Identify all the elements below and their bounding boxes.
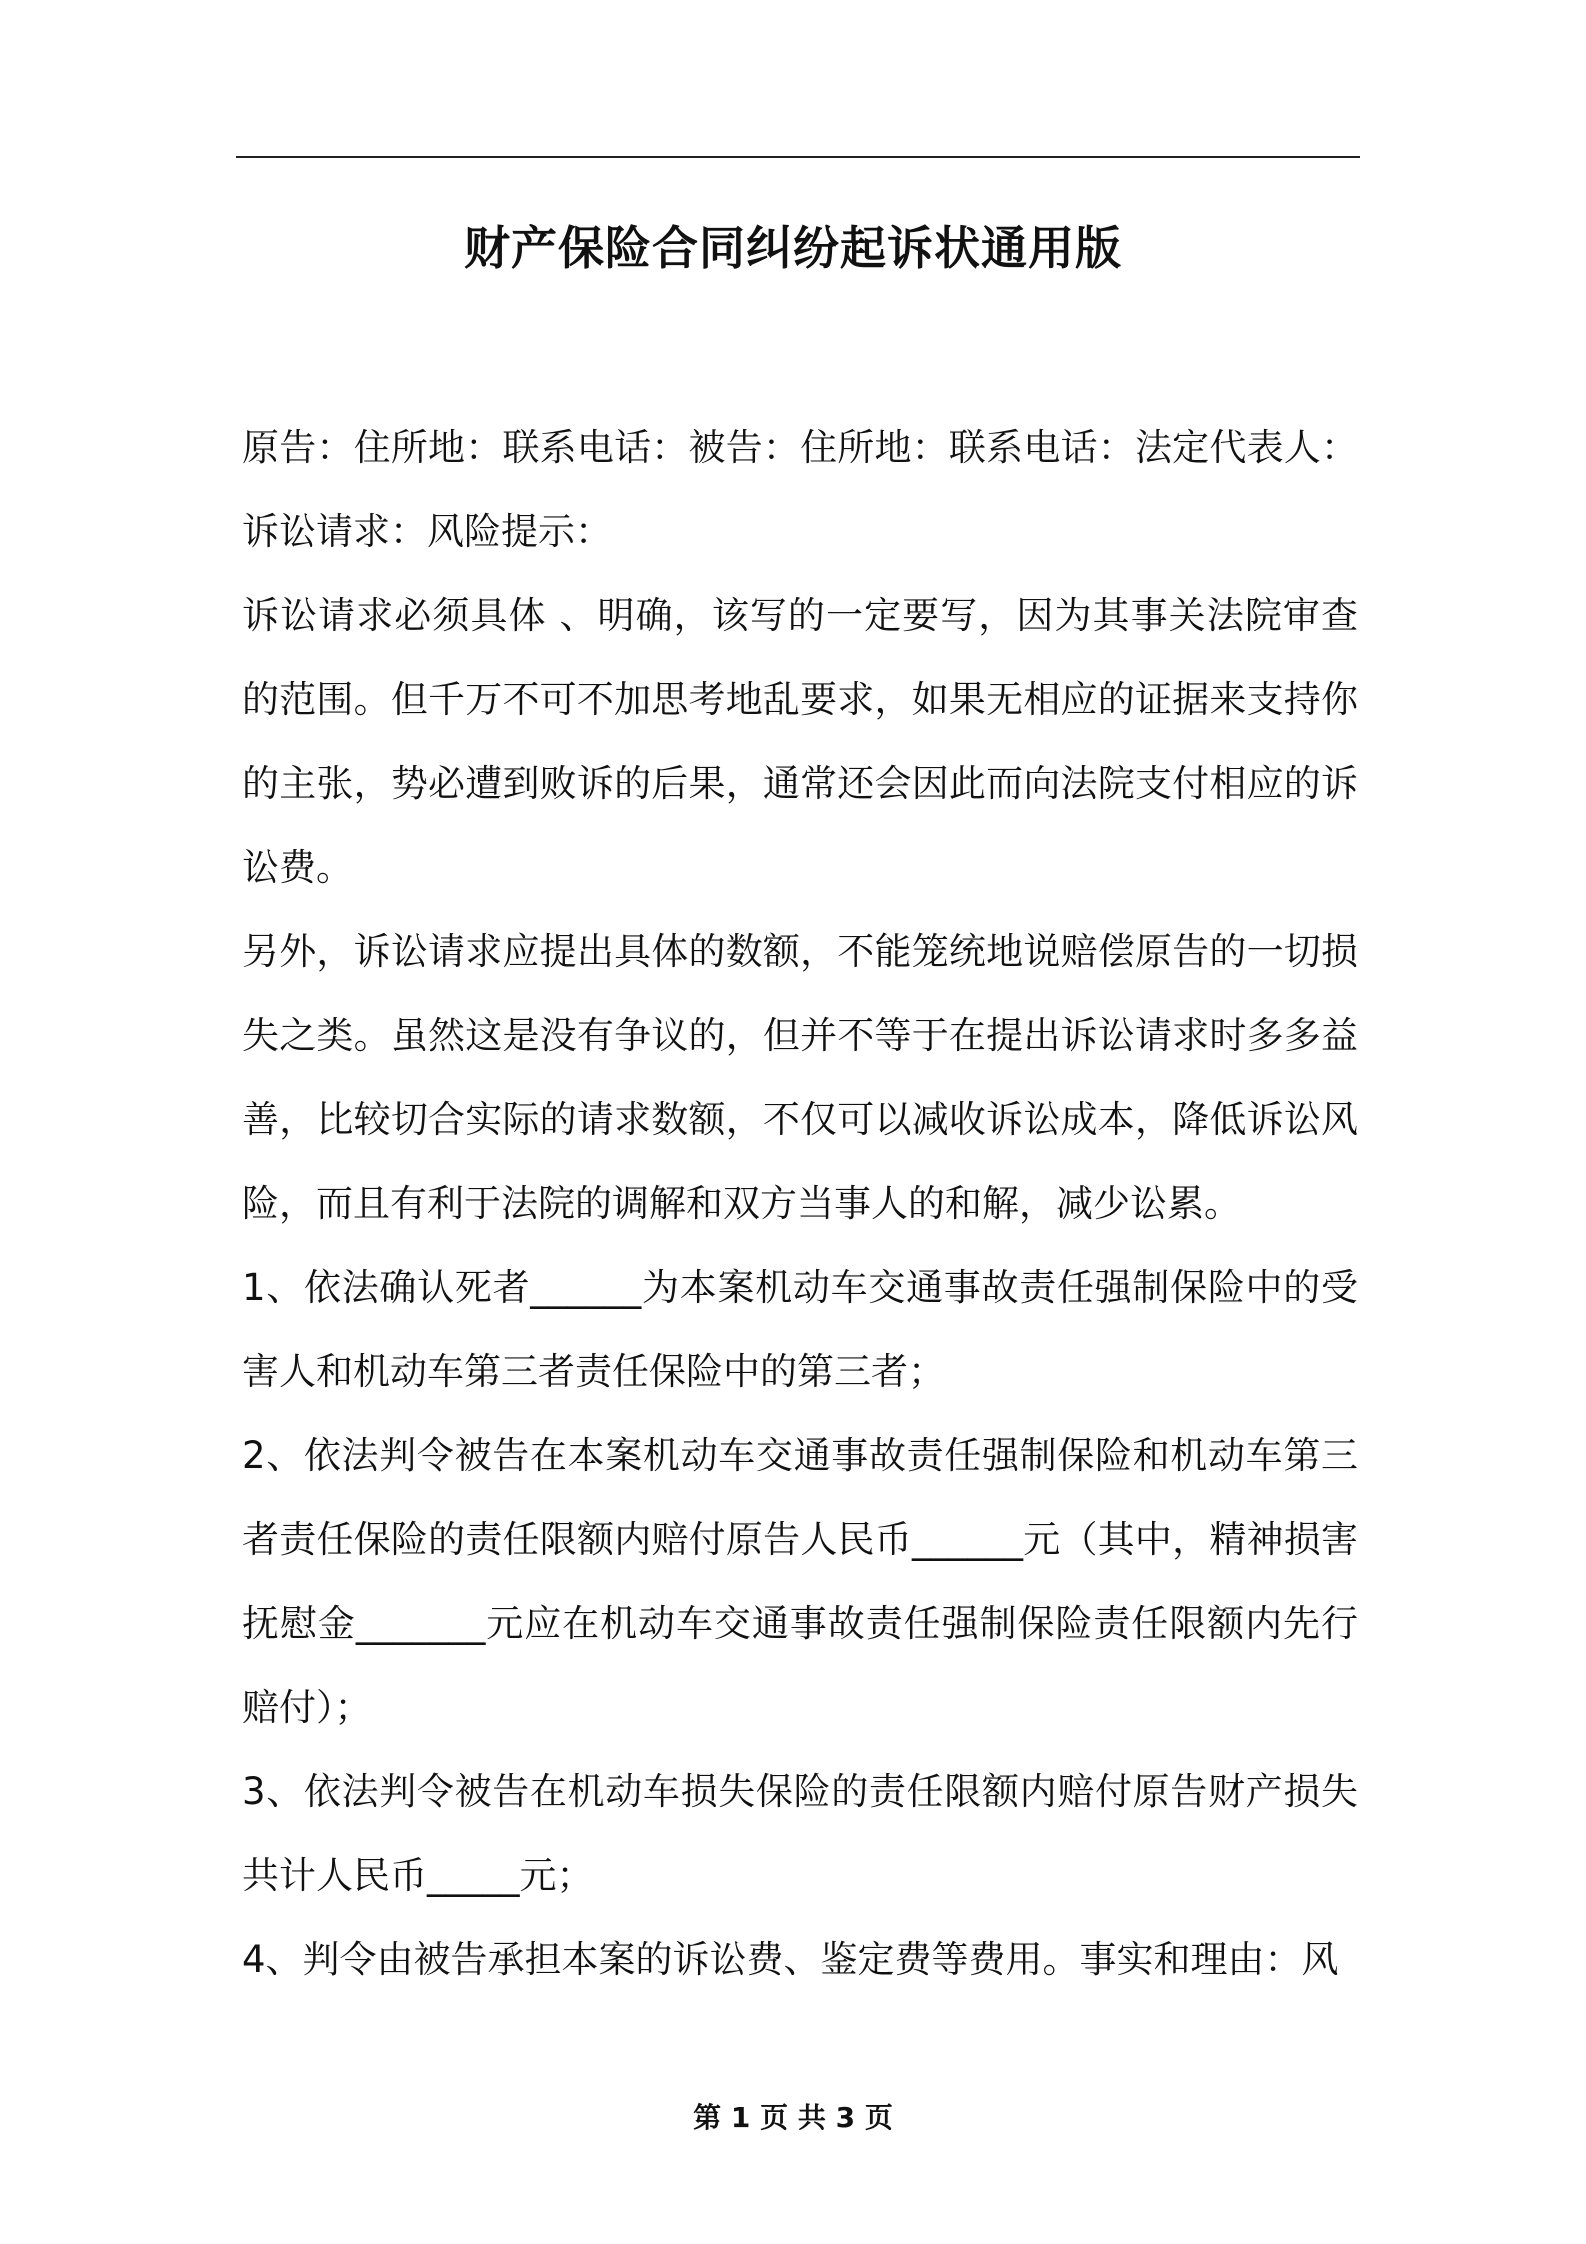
paragraph-risk-note-1: 诉讼请求必须具体 、明确，该写的一定要写，因为其事关法院审查的范围。但千万不可不加思考地乱要求，如果无相应的证据来支持你的主张，势必遭到败诉的后果，通常还会因此而向法院支付相应的诉讼费。 — [242, 594, 1358, 889]
document-body — [242, 406, 1358, 2002]
claim-item-2: 2、依法判令被告在本案机动车交通事故责任强制保险和机动车第三者责任保险的责任限额内赔付原告人民币______元（其中，精神损害抚慰金_______元应在机动车交通事故责任强制保险责任限额内先行赔付）； — [242, 1434, 1358, 1729]
paragraph-risk-note-2: 另外，诉讼请求应提出具体的数额，不能笼统地说赔偿原告的一切损失之类。虽然这是没有争议的，但并不等于在提出诉讼请求时多多益善，比较切合实际的请求数额，不仅可以减收诉讼成本，降低诉讼风险，而且有利于法院的调解和双方当事人的和解，减少讼累。 — [242, 930, 1358, 1225]
claim-item-4: 4、判令由被告承担本案的诉讼费、鉴定费等费用。事实和理由：风 — [242, 1938, 1339, 1981]
page-number: 第 1 页 共 3 页 — [693, 2101, 893, 2134]
claim-item-3: 3、依法判令被告在机动车损失保险的责任限额内赔付原告财产损失共计人民币_____元； — [242, 1770, 1358, 1897]
paragraph-parties: 原告：住所地：联系电话：被告：住所地：联系电话：法定代表人：诉讼请求：风险提示： — [242, 426, 1358, 553]
document-title: 财产保险合同纠纷起诉状通用版 — [464, 221, 1122, 275]
header-rule — [236, 156, 1360, 158]
claim-item-1: 1、依法确认死者______为本案机动车交通事故责任强制保险中的受害人和机动车第三者责任保险中的第三者； — [242, 1266, 1358, 1393]
